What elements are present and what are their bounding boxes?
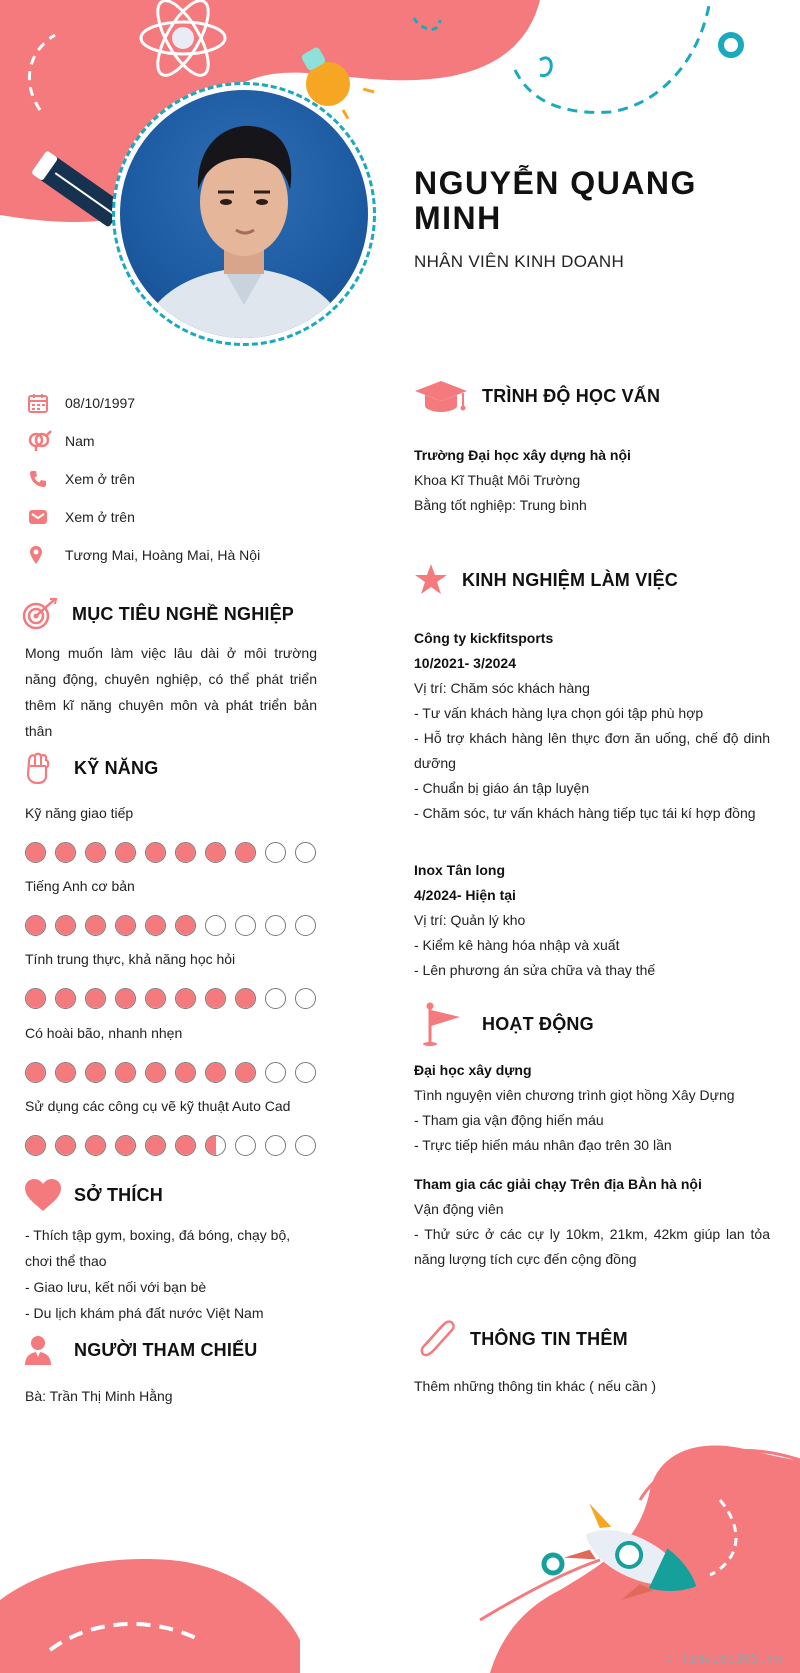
rating-dot bbox=[55, 915, 76, 936]
education-heading bbox=[414, 379, 660, 413]
avatar bbox=[120, 90, 368, 338]
references-heading bbox=[24, 1335, 257, 1365]
skill-rating bbox=[25, 1135, 316, 1156]
hobbies-heading bbox=[24, 1178, 163, 1212]
graduation-cap-icon bbox=[414, 379, 468, 413]
rating-dot bbox=[145, 1135, 166, 1156]
rating-dot bbox=[265, 915, 286, 936]
section-title: KINH NGHIỆM LÀM VIỆC bbox=[462, 569, 679, 590]
section-title: HOẠT ĐỘNG bbox=[482, 1013, 594, 1034]
rating-dot bbox=[295, 842, 316, 863]
section-title: KỸ NĂNG bbox=[74, 757, 159, 778]
faculty: Khoa Kĩ Thuật Môi Trường bbox=[414, 472, 581, 488]
paperclip-icon bbox=[414, 1318, 458, 1360]
rating-dot bbox=[55, 1135, 76, 1156]
activity-line: Tình nguyện viên chương trình giọt hồng Xây Dựng bbox=[414, 1087, 735, 1103]
hobby-line: - Thích tập gym, boxing, đá bóng, chạy bộ, chơi thể thao bbox=[25, 1227, 291, 1269]
skill-label: Kỹ năng giao tiếp bbox=[25, 805, 134, 821]
contact-address bbox=[28, 536, 318, 574]
contact-gender bbox=[28, 422, 318, 460]
job-line: - Kiểm kê hàng hóa nhập và xuất bbox=[414, 937, 620, 953]
education-block bbox=[414, 443, 770, 518]
rating-dot bbox=[235, 988, 256, 1009]
job-period: 4/2024- Hiện tại bbox=[414, 887, 516, 903]
location-icon bbox=[28, 544, 56, 566]
hobby-line: - Du lịch khám phá đất nước Việt Nam bbox=[25, 1305, 264, 1321]
contact-text: Xem ở trên bbox=[65, 509, 135, 525]
rating-dot bbox=[295, 1135, 316, 1156]
contact-text: 08/10/1997 bbox=[65, 395, 136, 411]
hobbies-text bbox=[25, 1222, 317, 1326]
rating-dot bbox=[25, 915, 46, 936]
rating-dot bbox=[115, 842, 136, 863]
rating-dot bbox=[295, 915, 316, 936]
activity-line: Vận động viên bbox=[414, 1201, 504, 1217]
rating-dot bbox=[25, 842, 46, 863]
additional-heading bbox=[414, 1318, 628, 1360]
activity-2 bbox=[414, 1172, 770, 1272]
rating-dot bbox=[235, 1062, 256, 1083]
rating-dot bbox=[205, 1062, 226, 1083]
references-text: Bà: Trần Thị Minh Hằng bbox=[25, 1388, 173, 1404]
section-title: MỤC TIÊU NGHỀ NGHIỆP bbox=[72, 603, 295, 624]
activity-line: - Trực tiếp hiến máu nhân đạo trên 30 lần bbox=[414, 1137, 672, 1153]
watermark: ∴ Timviec365.vn bbox=[664, 1652, 782, 1667]
rating-dot bbox=[265, 842, 286, 863]
phone-icon bbox=[28, 468, 56, 490]
contact-text: Xem ở trên bbox=[65, 471, 135, 487]
rating-dot bbox=[25, 1135, 46, 1156]
candidate-name: NGUYỄN QUANG MINH bbox=[414, 165, 697, 236]
rating-dot bbox=[145, 842, 166, 863]
rating-dot bbox=[55, 1062, 76, 1083]
job-period: 10/2021- 3/2024 bbox=[414, 655, 516, 671]
company-name: Công ty kickfitsports bbox=[414, 630, 554, 646]
job-line: - Tư vấn khách hàng lựa chọn gói tập phù hợp bbox=[414, 705, 704, 721]
rating-dot bbox=[145, 988, 166, 1009]
rating-dot bbox=[55, 842, 76, 863]
school-name: Trường Đại học xây dựng hà nội bbox=[414, 447, 631, 463]
skill-label: Tính trung thực, khả năng học hỏi bbox=[25, 951, 236, 967]
experience-heading bbox=[414, 563, 678, 597]
objective-heading bbox=[22, 598, 294, 630]
rating-dot bbox=[265, 988, 286, 1009]
email-icon bbox=[28, 506, 56, 528]
job-line: - Chăm sóc, tư vấn khách hàng tiếp tục tái kí hợp đồng bbox=[414, 805, 756, 821]
rating-dot bbox=[205, 988, 226, 1009]
rating-dot bbox=[115, 915, 136, 936]
rating-dot bbox=[85, 915, 106, 936]
rating-dot bbox=[205, 1135, 226, 1156]
skill-rating bbox=[25, 915, 316, 936]
rating-dot bbox=[55, 988, 76, 1009]
activity-name: Tham gia các giải chạy Trên địa BÀn hà nội bbox=[414, 1176, 702, 1192]
heart-icon bbox=[24, 1178, 62, 1212]
experience-job-2 bbox=[414, 858, 770, 983]
person-photo bbox=[120, 90, 368, 338]
activity-name: Đại học xây dựng bbox=[414, 1062, 532, 1078]
skill-rating bbox=[25, 1062, 316, 1083]
skill-rating bbox=[25, 988, 316, 1009]
contact-text: Tương Mai, Hoàng Mai, Hà Nội bbox=[65, 547, 261, 563]
rating-dot bbox=[235, 1135, 256, 1156]
rating-dot bbox=[235, 842, 256, 863]
skill-label: Có hoài bão, nhanh nhẹn bbox=[25, 1025, 183, 1041]
rating-dot bbox=[145, 1062, 166, 1083]
degree: Bằng tốt nghiệp: Trung bình bbox=[414, 497, 587, 513]
calendar-icon bbox=[28, 392, 56, 414]
rating-dot bbox=[175, 842, 196, 863]
rating-dot bbox=[85, 988, 106, 1009]
flag-icon bbox=[420, 1002, 462, 1046]
rating-dot bbox=[295, 1062, 316, 1083]
rating-dot bbox=[175, 915, 196, 936]
activities-heading bbox=[420, 1002, 594, 1046]
rating-dot bbox=[85, 842, 106, 863]
target-icon bbox=[22, 598, 58, 630]
section-title: NGƯỜI THAM CHIẾU bbox=[74, 1339, 258, 1360]
activity-line: - Thử sức ở các cự ly 10km, 21km, 42km giúp lan tỏa năng lượng tích cực đến cộng đồng bbox=[414, 1226, 770, 1267]
activity-line: - Tham gia vận động hiến máu bbox=[414, 1112, 604, 1128]
rating-dot bbox=[25, 1062, 46, 1083]
additional-text: Thêm những thông tin khác ( nếu cần ) bbox=[414, 1378, 657, 1394]
hobby-line: - Giao lưu, kết nối với bạn bè bbox=[25, 1279, 207, 1295]
star-icon bbox=[414, 563, 448, 597]
activity-1 bbox=[414, 1058, 770, 1158]
company-name: Inox Tân long bbox=[414, 862, 505, 878]
skill-rating bbox=[25, 842, 316, 863]
rating-dot bbox=[25, 988, 46, 1009]
rating-dot bbox=[85, 1062, 106, 1083]
contact-phone bbox=[28, 460, 318, 498]
skill-label: Sử dụng các công cụ vẽ kỹ thuật Auto Cad bbox=[25, 1098, 291, 1114]
job-line: - Chuẩn bị giáo án tập luyện bbox=[414, 780, 590, 796]
objective-text: Mong muốn làm việc lâu dài ở môi trường năng động, chuyên nghiệp, có thể phát triển thêm kĩ năng chuyên môn và phát triển bản thân bbox=[25, 645, 317, 739]
rating-dot bbox=[175, 1135, 196, 1156]
fist-icon bbox=[24, 752, 50, 784]
gender-icon bbox=[28, 430, 56, 452]
experience-job-1 bbox=[414, 626, 770, 826]
job-title: NHÂN VIÊN KINH DOANH bbox=[414, 252, 625, 271]
job-line: Vị trí: Chăm sóc khách hàng bbox=[414, 680, 590, 696]
rating-dot bbox=[205, 842, 226, 863]
rating-dot bbox=[235, 915, 256, 936]
section-title: THÔNG TIN THÊM bbox=[470, 1328, 628, 1349]
rating-dot bbox=[175, 988, 196, 1009]
contact-birthday bbox=[28, 384, 318, 422]
rating-dot bbox=[265, 1135, 286, 1156]
skill-label: Tiếng Anh cơ bản bbox=[25, 878, 135, 894]
rating-dot bbox=[205, 915, 226, 936]
job-line: - Lên phương án sửa chữa và thay thế bbox=[414, 962, 656, 978]
contact-text: Nam bbox=[65, 433, 95, 449]
contact-email bbox=[28, 498, 318, 536]
rating-dot bbox=[85, 1135, 106, 1156]
section-title: SỞ THÍCH bbox=[74, 1184, 163, 1205]
section-title: TRÌNH ĐỘ HỌC VẤN bbox=[482, 385, 661, 406]
rating-dot bbox=[295, 988, 316, 1009]
job-line: - Hỗ trợ khách hàng lên thực đơn ăn uống, chế độ dinh dưỡng bbox=[414, 730, 770, 771]
person-icon bbox=[24, 1335, 52, 1365]
rating-dot bbox=[175, 1062, 196, 1083]
rating-dot bbox=[265, 1062, 286, 1083]
rating-dot bbox=[145, 915, 166, 936]
skills-heading bbox=[24, 752, 158, 784]
contact-list bbox=[28, 384, 318, 574]
job-line: Vị trí: Quản lý kho bbox=[414, 912, 526, 928]
rating-dot bbox=[115, 1062, 136, 1083]
rating-dot bbox=[115, 1135, 136, 1156]
rating-dot bbox=[115, 988, 136, 1009]
